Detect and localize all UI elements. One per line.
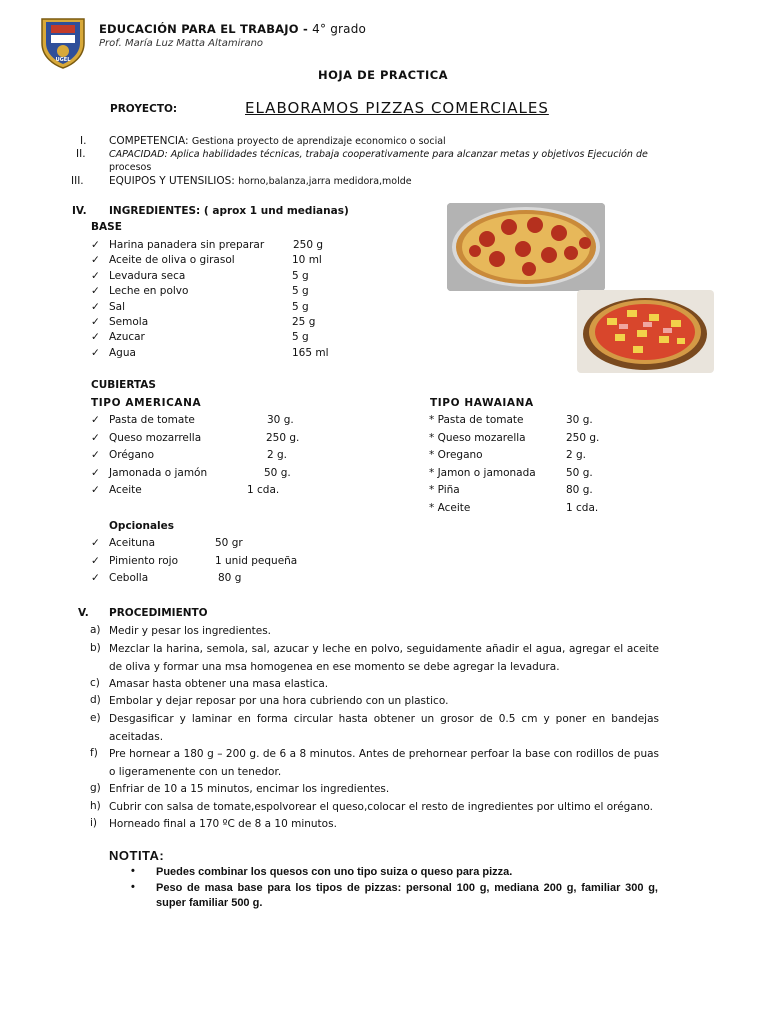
ingredient-name: Leche en polvo [109,285,189,298]
section-1 [109,135,446,147]
ingredient-name: Aceituna [109,537,156,549]
ingredient-name: * Aceite [429,502,471,514]
ingredient-qty: 50 g. [264,466,291,479]
teacher-name: Prof. María Luz Matta Altamirano [99,38,264,49]
ingredient-qty: 2 g. [566,449,587,462]
ingredient-qty: 250 g. [566,431,600,444]
ingredient-name: Agua [109,346,136,359]
procedimiento-title: PROCEDIMIENTO [109,607,208,619]
project-title: ELABORAMOS PIZZAS COMERCIALES [245,99,549,117]
equipos-text: horno,balanza,jarra medidora,molde [238,176,412,187]
step-letter: e) [90,712,101,724]
step-text: Cubrir con salsa de tomate,espolvorear el queso,colocar el resto de ingredientes por ultimo el orégano. [109,801,654,813]
ingredient-qty: 5 g [292,331,309,344]
capacidad-text: Aplica habilidades técnicas, trabaja cooperativamente para alcanzar metas y objetivos Ejecución de [170,149,648,160]
section-3 [109,175,412,187]
ingredient-qty: 1 cda. [247,484,280,497]
ingredient-qty: 250 g. [266,431,300,444]
check-mark: ✓ [91,572,100,585]
section-2 [109,149,648,160]
school-crest-logo [38,15,88,69]
ingredient-qty: 10 ml [292,254,322,267]
step-text: Medir y pesar los ingredientes. [109,625,272,637]
capacidad-label: CAPACIDAD: [109,149,168,160]
ingredient-name: Azucar [109,331,145,344]
ingredient-qty: 5 g [292,300,309,313]
opcionales-title: Opcionales [109,520,175,532]
step-text: Pre hornear a 180 g – 200 g. de 6 a 8 minutos. Antes de prehornear perfoar la base con rodillos de puas o ligeramenente con un tenedor. [109,748,659,778]
step-letter: f) [90,747,98,759]
check-mark: ✓ [91,239,100,251]
capacidad-text-2: procesos [109,162,152,173]
section-2-num: II. [76,148,86,160]
grade: 4° grado [312,22,367,36]
ingredient-name: * Oregano [429,449,483,462]
note-text: Peso de masa base para los tipos de pizzas: personal 100 g, mediana 200 g, familiar 300 g, super familiar 500 g. [156,882,658,909]
hawaiana-title: TIPO HAWAIANA [430,397,534,409]
check-mark: ✓ [91,466,100,479]
section-1-num: I. [80,135,87,147]
ingredient-qty: 1 unid pequeña [215,554,298,567]
ingredient-qty: 1 cda. [566,502,599,514]
ingredient-name: Aceite de oliva o girasol [109,254,235,267]
step-letter: g) [90,782,101,794]
step-text: Horneado final a 170 ºC de 8 a 10 minutos. [109,818,337,830]
ingredient-name: Semola [109,316,149,328]
section-5-num: V. [78,607,89,619]
ingredient-name: Pasta de tomate [109,414,195,426]
check-mark: ✓ [91,554,100,567]
ingredient-qty: 250 g [293,239,324,251]
check-mark: ✓ [91,431,100,444]
check-mark: ✓ [91,285,100,298]
step-letter: d) [90,694,101,706]
logo-text: UGEL [55,57,71,63]
note-text: Puedes combinar los quesos con uno tipo suiza o queso para pizza. [156,866,513,878]
ingredient-name: * Pasta de tomate [429,414,524,426]
ingredient-name: Queso mozarrella [109,431,202,444]
step-text: Embolar y dejar reposar por una hora cubriendo con un plastico. [109,695,449,707]
competencia-text: Gestiona proyecto de aprendizaje economico o social [191,136,446,147]
base-title: BASE [91,221,122,233]
check-mark: ✓ [91,300,100,313]
step-text: Amasar hasta obtener una masa elastica. [109,678,329,690]
ingredient-qty: 80 g [218,572,242,585]
sheet-title: HOJA DE PRACTICA [318,68,449,82]
americana-title: TIPO AMERICANA [91,397,202,409]
ingredient-qty: 5 g [292,285,309,298]
check-mark: ✓ [91,269,100,282]
ingredient-name: Jamonada o jamón [109,466,208,479]
check-mark: ✓ [91,316,100,328]
step-letter: c) [90,677,100,689]
check-mark: ✓ [91,484,100,497]
ingredient-name: Cebolla [109,572,149,585]
ingredient-qty: 25 g [292,316,316,328]
ingredient-qty: 30 g. [267,414,294,426]
ingredient-name: Levadura seca [109,269,186,282]
step-text: Mezclar la harina, semola, sal, azucar y leche en polvo, seguidamente añadir el agua, agregar el aceite de oliva y formar una msa homogenea en ese momento se debe agregar la levadura. [109,643,659,673]
check-mark: ✓ [91,331,100,344]
ingredient-qty: 50 gr [215,537,243,549]
step-letter: i) [90,817,98,829]
ingredient-name: * Queso mozarella [429,431,526,444]
school-name: EDUCACIÓN PARA EL TRABAJO - [99,22,308,36]
hawaiian-pizza-image [577,290,714,373]
ingredient-qty: 30 g. [566,414,593,426]
check-mark: ✓ [91,254,100,267]
project-label: PROYECTO: [110,103,178,115]
ingredient-name: Harina panadera sin preparar [109,239,265,251]
ingredient-name: * Jamon o jamonada [429,466,536,479]
ingredient-qty: 50 g. [566,466,593,479]
equipos-label: EQUIPOS Y UTENSILIOS: [109,175,235,187]
ingredient-qty: 2 g. [267,449,288,462]
check-mark: ✓ [91,346,100,359]
ingredient-qty: 5 g [292,269,309,282]
section-4-num: IV. [72,205,87,217]
section-3-num: III. [71,175,84,187]
step-letter: b) [90,642,101,654]
check-mark: ✓ [91,537,100,549]
pepperoni-pizza-image [447,203,605,291]
ingredient-qty: 80 g. [566,484,593,497]
step-letter: h) [90,800,101,812]
header-school [99,22,366,36]
step-letter: a) [90,624,101,636]
ingredientes-title: INGREDIENTES: ( aprox 1 und medianas) [109,205,349,217]
ingredient-qty: 165 ml [292,346,329,359]
note-bullet: • [131,881,135,893]
check-mark: ✓ [91,449,100,462]
step-text: Enfriar de 10 a 15 minutos, encimar los ingredientes. [109,783,390,795]
note-bullet: • [131,865,135,877]
step-text: Desgasificar y laminar en forma circular hasta obtener un grosor de 0.5 cm y poner en bandejas aceitadas. [109,713,659,743]
ingredient-name: Pimiento rojo [109,554,179,567]
ingredient-name: Aceite [109,484,142,497]
ingredient-name: Sal [109,300,126,313]
ingredient-name: Orégano [109,449,154,462]
cubiertas-title: CUBIERTAS [91,379,156,391]
check-mark: ✓ [91,414,100,426]
ingredient-name: * Piña [429,484,460,497]
notita-title: NOTITA: [109,848,165,863]
competencia-label: COMPETENCIA: [109,135,189,147]
